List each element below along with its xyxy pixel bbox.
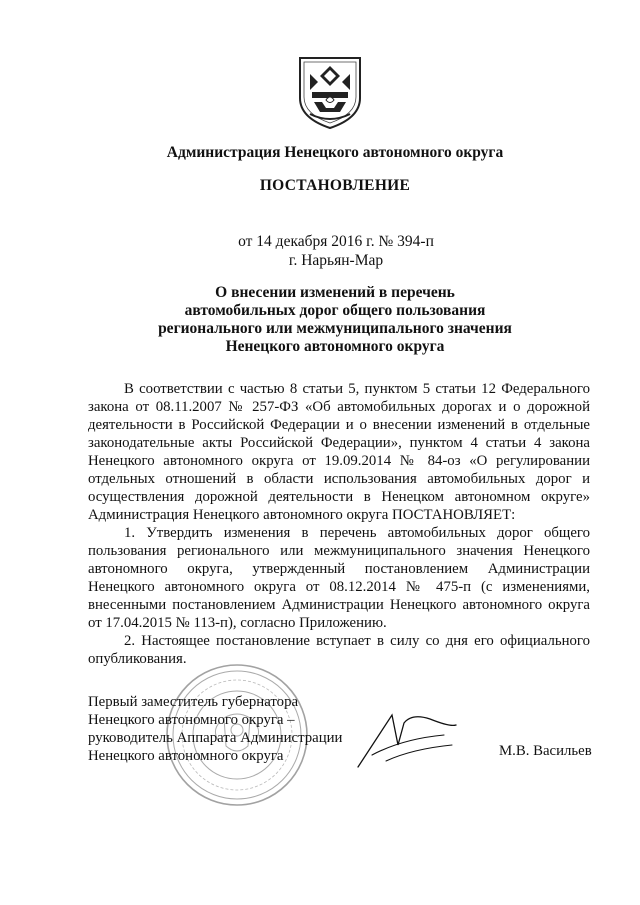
document-subject [0, 284, 640, 356]
signatory-position [88, 693, 348, 765]
subject-line: Ненецкого автономного округа [225, 338, 445, 355]
signatory-position-line: Первый заместитель губернатора [88, 694, 299, 710]
body-paragraph-item-1: 1. Утвердить изменения в перечень автомобильных дорог общего пользования регионального или межмуниципального значения Ненецкого автономного округа, утвержденный постановлением Администрации Ненецкого автономного округа от 08.12.2014 № 475-п (с изменениями, внесенными постановлением Администрации Ненецкого автономного округа от 17.04.2015 № 113-п), согласно Приложению. [88, 525, 590, 631]
signatory-position-line: Ненецкого автономного округа [88, 748, 284, 764]
subject-line: регионального или межмуниципального значения [158, 320, 512, 337]
body-paragraph-item-2: 2. Настоящее постановление вступает в силу со дня его официального опубликования. [88, 633, 590, 667]
signatory-position-line: Ненецкого автономного округа – [88, 712, 295, 728]
document-city: г. Нарьян-Мар [288, 252, 384, 269]
body-paragraph-preamble: В соответствии с частью 8 статьи 5, пунктом 5 статьи 12 Федерального закона от 08.11.2007 № 257-ФЗ «Об автомобильных дорогах и о дорожной деятельности в Российской Федерации и о внесении изменений в отдельные законодательные акты Российской Федерации», пунктом 4 статьи 4 закона Ненецкого автономного округа от 19.09.2014 № 84-оз «О регулировании отдельных отношений в области использования автомобильных дорог и осуществления дорожной деятельности в Ненецком автономном округе» Администрация Ненецкого автономного округа ПОСТАНОВЛЯЕТ: [88, 381, 590, 523]
signatory-position-line: руководитель Аппарата Администрации [88, 730, 343, 746]
handwritten-signature [352, 705, 462, 775]
coat-of-arms-emblem [296, 52, 364, 130]
document-type-heading: ПОСТАНОВЛЕНИЕ [259, 177, 411, 194]
organization-title: Администрация Ненецкого автономного округа [166, 144, 504, 161]
signatory-name: М.В. Васильев [499, 743, 592, 759]
document-body [88, 380, 590, 668]
subject-line: автомобильных дорог общего пользования [184, 302, 486, 319]
document-date-number: от 14 декабря 2016 г. № 394-п [238, 233, 434, 250]
subject-line: О внесении изменений в перечень [215, 284, 455, 301]
